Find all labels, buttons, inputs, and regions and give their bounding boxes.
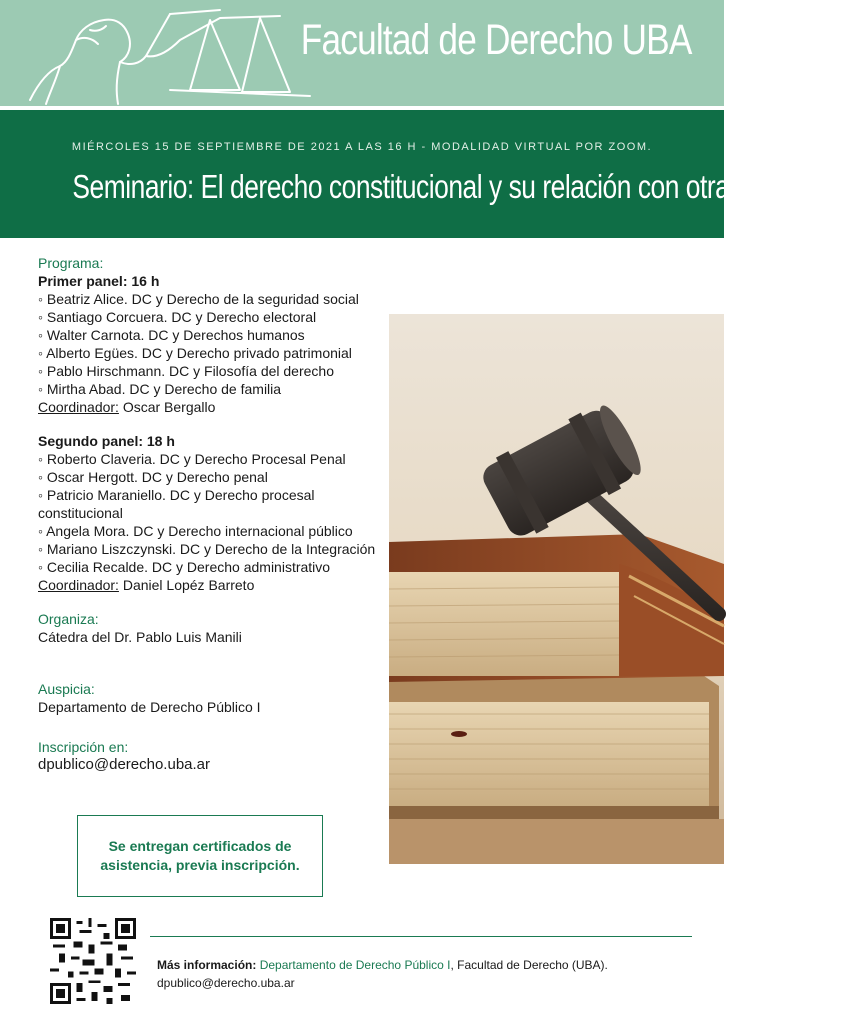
header-band	[0, 110, 846, 238]
inscripcion-label: Inscripción en:	[38, 739, 129, 755]
speaker-item: ◦ Patricio Maraniello. DC y Derecho procesal constitucional	[38, 487, 315, 521]
speaker-item: ◦ Oscar Hergott. DC y Derecho penal	[38, 469, 268, 485]
speaker-item: ◦ Mirtha Abad. DC y Derecho de familia	[38, 381, 282, 397]
organiza-value: Cátedra del Dr. Pablo Luis Manili	[38, 629, 242, 645]
certificate-note-box	[77, 815, 323, 897]
spacer	[38, 594, 378, 610]
speaker-item: ◦ Pablo Hirschmann. DC y Filosofía del derecho	[38, 363, 334, 379]
event-date-line: MIÉRCOLES 15 DE SEPTIEMBRE DE 2021 A LAS 16 H - MODALIDAD VIRTUAL POR ZOOM.	[71, 141, 653, 153]
programa-label: Programa:	[38, 255, 104, 271]
qr-code-icon[interactable]	[50, 918, 136, 1004]
footer-info	[157, 956, 608, 992]
speaker-item: ◦ Santiago Corcuera. DC y Derecho electoral	[38, 309, 317, 325]
lady-justice-icon	[20, 0, 320, 106]
gavel-books-photo	[389, 314, 724, 864]
footer-line-1	[157, 956, 608, 974]
panel-2-title: Segundo panel: 18 h	[38, 433, 175, 449]
inscripcion-email[interactable]: dpublico@derecho.uba.ar	[38, 756, 211, 773]
coordinator-label: Coordinador:	[38, 399, 119, 415]
speaker-item: ◦ Alberto Egües. DC y Derecho privado patrimonial	[38, 345, 352, 361]
auspicia-label: Auspicia:	[38, 681, 95, 697]
organiza-label: Organiza:	[38, 611, 99, 627]
spacer	[38, 716, 378, 738]
speaker-item: ◦ Roberto Claveria. DC y Derecho Procesal Penal	[38, 451, 346, 467]
certificate-note: Se entregan certificados de asistencia, previa inscripción.	[100, 838, 300, 873]
speaker-item: ◦ Cecilia Recalde. DC y Derecho administrativo	[38, 559, 331, 575]
top-banner	[0, 0, 724, 106]
footer-email[interactable]: dpublico@derecho.uba.ar	[157, 976, 295, 990]
more-info-label: Más información:	[157, 958, 257, 972]
panel-1-coordinator	[38, 398, 378, 416]
program-content	[38, 254, 378, 774]
seminar-title: Seminario: El derecho constitucional y su relación con otras materias	[72, 168, 846, 205]
department-link[interactable]: Departamento de Derecho Público I	[256, 958, 451, 972]
panel-1-title: Primer panel: 16 h	[38, 273, 160, 289]
speaker-item: ◦ Walter Carnota. DC y Derechos humanos	[38, 327, 305, 343]
spacer	[38, 646, 378, 680]
footer-divider	[150, 936, 692, 937]
coordinator-label: Coordinador:	[38, 577, 119, 593]
speaker-item: ◦ Angela Mora. DC y Derecho internacional público	[38, 523, 353, 539]
spacer	[38, 416, 378, 432]
coordinator-name: Daniel Lopéz Barreto	[118, 577, 255, 593]
banner-title: Facultad de Derecho UBA	[301, 16, 692, 64]
auspicia-value: Departamento de Derecho Público I	[38, 699, 261, 715]
speaker-item: ◦ Beatriz Alice. DC y Derecho de la seguridad social	[38, 291, 359, 307]
faculty-text: , Facultad de Derecho (UBA).	[450, 958, 608, 972]
panel-2-coordinator	[38, 576, 378, 594]
coordinator-name: Oscar Bergallo	[118, 399, 216, 415]
speaker-item: ◦ Mariano Liszczynski. DC y Derecho de la Integración	[38, 541, 376, 557]
